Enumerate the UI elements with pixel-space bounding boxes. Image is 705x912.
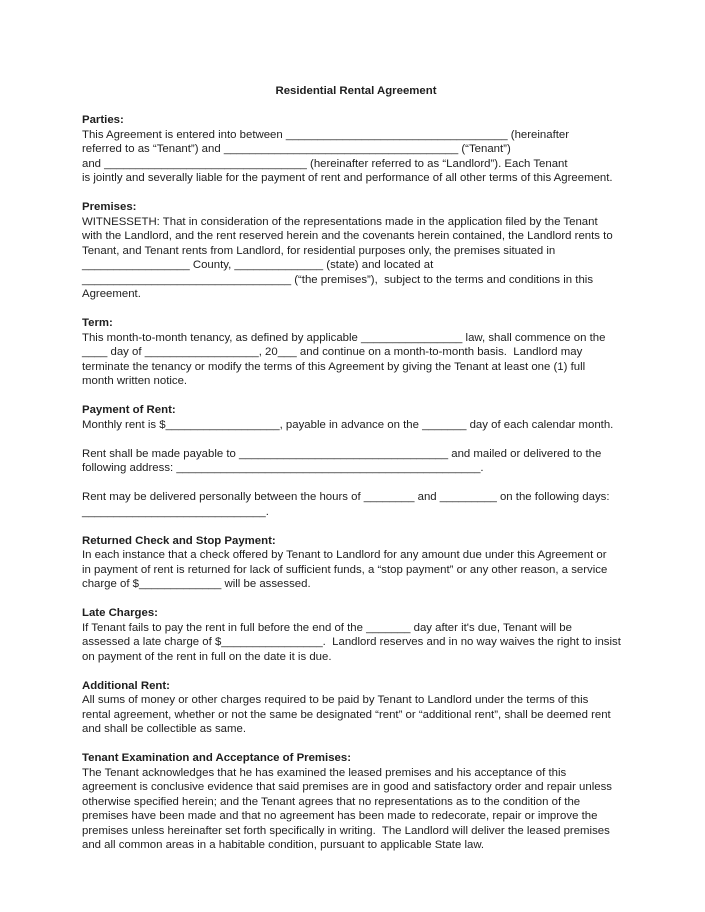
- text-line: with the Landlord, and the rent reserved herein and the covenants herein contained, the Landlord rents to: [82, 230, 613, 242]
- text-line: terminate the tenancy or modify the terms of this Agreement by giving the Tenant at least one (1) full: [82, 360, 586, 373]
- text-line: in payment of rent is returned for lack of sufficient funds, a “stop payment” or any other reason, a service: [82, 563, 608, 576]
- section: [82, 751, 630, 853]
- text-line: rental agreement, whether or not the same be designated “rent” or “additional rent”, shall be deemed rent: [82, 708, 611, 721]
- text-line: agreement is conclusive evidence that said premises are in good and satisfactory order and repair unless: [82, 781, 612, 793]
- text-line: WITNESSETH: That in consideration of the representations made in the application filed by the Tenant: [82, 215, 598, 228]
- text-line: and shall be collectible as same.: [82, 723, 246, 735]
- text-line: If Tenant fails to pay the rent in full before the end of the _______ day after it's due, Tenant will be: [82, 621, 572, 634]
- paragraph-block: [82, 766, 630, 853]
- text-line: premises have been made and that no agreement has been made to redecorate, repair or improve the: [82, 810, 598, 822]
- paragraph-block: [82, 447, 630, 476]
- paragraph-block: [82, 693, 630, 737]
- section-heading: Parties:: [82, 114, 124, 126]
- text-line: The Tenant acknowledges that he has examined the leased premises and his acceptance of this: [82, 766, 567, 779]
- text-line: Rent may be delivered personally between the hours of ________ and _________ on the following days:: [82, 491, 610, 503]
- section: [82, 200, 630, 302]
- paragraph-block: [82, 621, 630, 665]
- text-line: month written notice.: [82, 375, 188, 387]
- section: [82, 403, 630, 519]
- section: [82, 316, 630, 389]
- text-line: charge of $_____________ will be assessed.: [82, 578, 311, 590]
- text-line: This month-to-month tenancy, as defined by applicable ________________ law, shall commence on the: [82, 331, 606, 344]
- text-line: assessed a late charge of $________________. Landlord reserves and in no way waives the right to insist: [82, 636, 621, 648]
- paragraph-block: [82, 490, 630, 519]
- text-line: referred to as “Tenant”) and _____________________________________ (“Tenant”): [82, 143, 511, 155]
- section-heading: Returned Check and Stop Payment:: [82, 534, 276, 547]
- text-line: _________________________________ (“the premises”), subject to the terms and conditions in this: [82, 273, 594, 286]
- text-line: All sums of money or other charges required to be paid by Tenant to Landlord under the terms of this: [82, 694, 589, 706]
- text-line: This Agreement is entered into between ___________________________________ (hereinafter: [82, 128, 570, 141]
- paragraph-block: [82, 418, 630, 433]
- section: [82, 534, 630, 592]
- paragraph-block: [82, 128, 630, 186]
- text-line: and all common areas in a habitable condition, pursuant to applicable State law.: [82, 839, 485, 851]
- text-line: on payment of the rent in full on the date it is due.: [82, 650, 332, 663]
- section: [82, 113, 630, 186]
- section-heading: Additional Rent:: [82, 679, 170, 692]
- section: [82, 606, 630, 664]
- text-line: Rent shall be made payable to _________________________________ and mailed or delivered to the: [82, 447, 602, 460]
- section-heading: Payment of Rent:: [82, 404, 176, 416]
- section-heading: Tenant Examination and Acceptance of Premises:: [82, 752, 352, 764]
- text-line: otherwise specified herein; and the Tenant agrees that no representations as to the condition of the: [82, 795, 581, 808]
- text-line: In each instance that a check offered by Tenant to Landlord for any amount due under this Agreement or: [82, 549, 607, 561]
- paragraph-block: [82, 548, 630, 592]
- text-line: Monthly rent is $__________________, payable in advance on the _______ day of each calendar month.: [82, 418, 614, 431]
- section-heading: Late Charges:: [82, 607, 158, 619]
- document-title: Residential Rental Agreement: [275, 85, 437, 97]
- paragraph-block: [82, 331, 630, 389]
- section-heading: Term:: [82, 317, 113, 329]
- text-line: and ________________________________ (hereinafter referred to as “Landlord”). Each Tenant: [82, 157, 568, 170]
- section: [82, 679, 630, 737]
- document-body: [82, 113, 630, 853]
- paragraph-block: [82, 215, 630, 302]
- text-line: _________________ County, ______________ (state) and located at: [82, 259, 434, 271]
- text-line: Agreement.: [82, 288, 141, 300]
- text-line: following address: ________________________________________________.: [82, 462, 484, 474]
- section-heading: Premises:: [82, 201, 137, 213]
- text-line: premises unless hereinafter set forth specifically in writing. The Landlord will deliver the leased premises: [82, 824, 610, 837]
- text-line: is jointly and severally liable for the payment of rent and performance of all other terms of this Agreement.: [82, 172, 613, 184]
- text-line: Tenant, and Tenant rents from Landlord, for residential purposes only, the premises situated in: [82, 244, 556, 257]
- text-line: ____ day of __________________, 20___ and continue on a month-to-month basis. Landlord may: [82, 346, 583, 358]
- text-line: _____________________________.: [82, 505, 269, 518]
